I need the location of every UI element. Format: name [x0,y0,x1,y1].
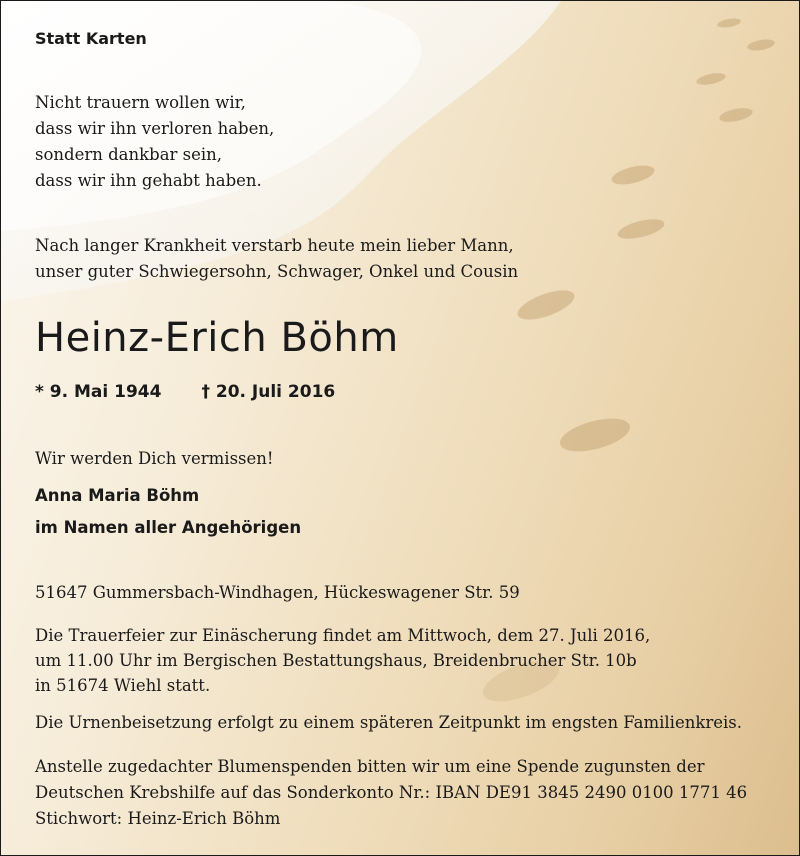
life-dates [35,382,335,402]
intro-line: unser guter Schwiegersohn, Schwager, Onkel und Cousin [35,262,519,281]
service-line: in 51674 Wiehl statt. [35,676,211,695]
funeral-service-info [35,623,650,698]
poem-line: sondern dankbar sein, [35,145,223,164]
address: 51647 Gummersbach-Windhagen, Hückeswagener Str. 59 [35,583,520,602]
intro-line: Nach langer Krankheit verstarb heute mein lieber Mann, [35,236,514,255]
poem-line: dass wir ihn verloren haben, [35,119,275,138]
service-line: um 11.00 Uhr im Bergischen Bestattungshaus, Breidenbrucher Str. 10b [35,651,637,670]
death-date: † 20. Juli 2016 [201,382,336,402]
donation-line: Stichwort: Heinz-Erich Böhm [35,809,281,828]
birth-date: * 9. Mai 1944 [35,382,162,402]
service-line: Die Trauerfeier zur Einäscherung findet am Mittwoch, dem 27. Juli 2016, [35,626,651,645]
urn-burial-info: Die Urnenbeisetzung erfolgt zu einem späteren Zeitpunkt im engsten Familienkreis. [35,713,742,732]
donation-line: Deutschen Krebshilfe auf das Sonderkonto Nr.: IBAN DE91 3845 2490 0100 1771 46 [35,783,748,802]
poem-line: Nicht trauern wollen wir, [35,93,246,112]
miss-text: Wir werden Dich vermissen! [35,449,274,468]
poem [35,90,274,194]
deceased-name: Heinz-Erich Böhm [35,315,399,361]
header-text: Statt Karten [35,29,147,48]
poem-line: dass wir ihn gehabt haben. [35,171,262,190]
signatory-name: Anna Maria Böhm [35,486,200,505]
donation-info [35,754,747,832]
intro-text [35,233,518,285]
signatory-subtitle: im Namen aller Angehörigen [35,518,302,537]
donation-line: Anstelle zugedachter Blumenspenden bitten wir um eine Spende zugunsten der [35,757,705,776]
